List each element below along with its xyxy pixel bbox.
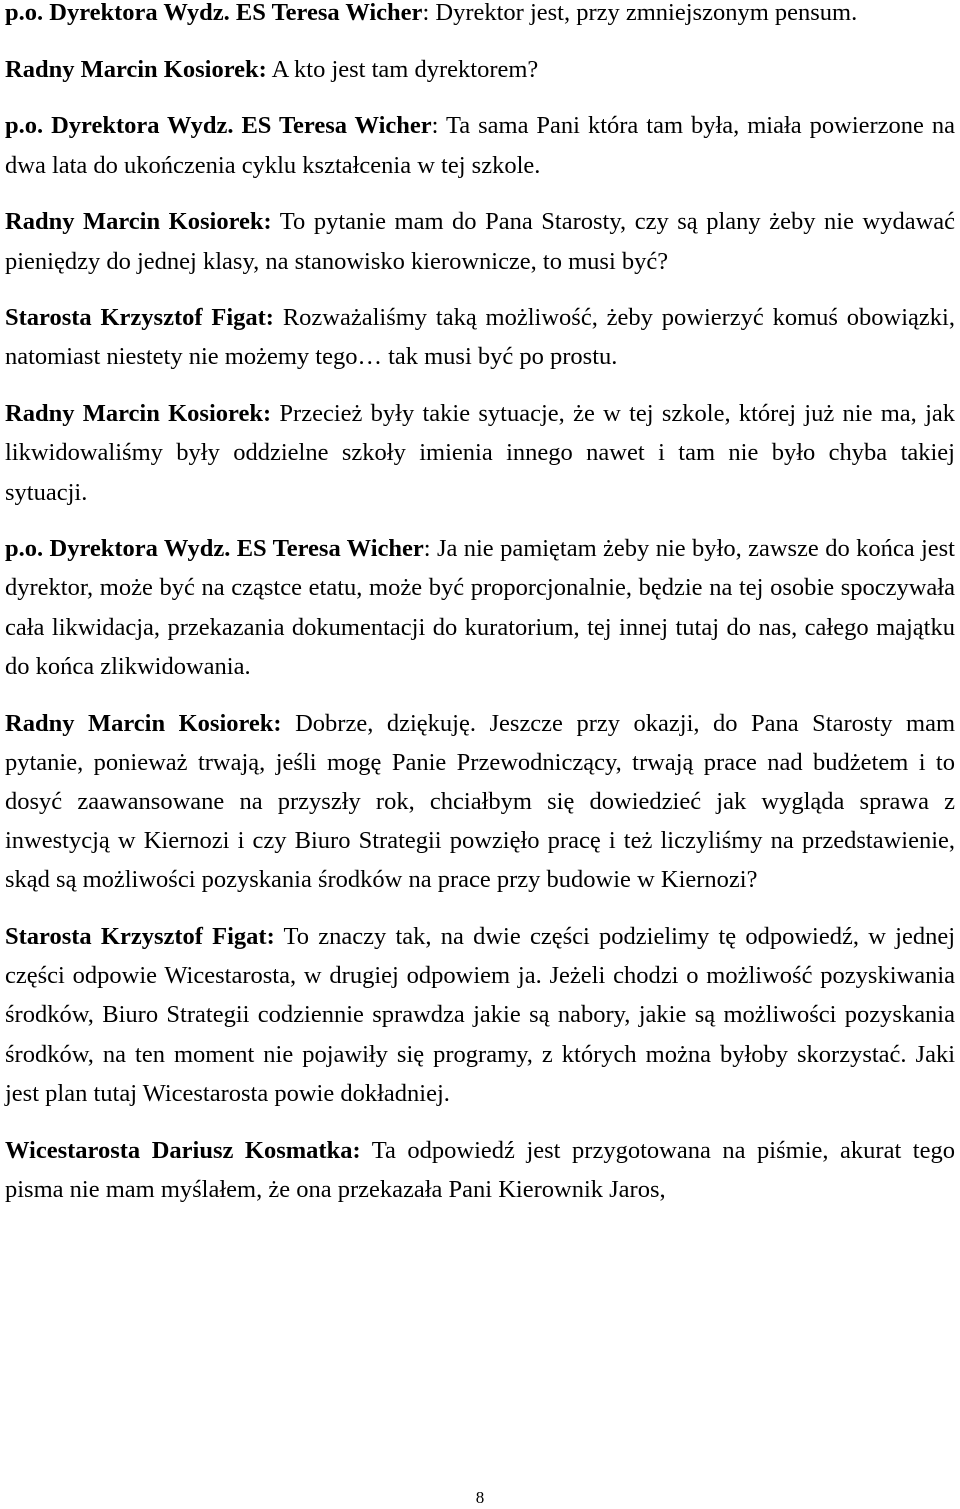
speaker-name: Radny Marcin Kosiorek: [5,400,272,428]
paragraph-text: Ja nie pamiętam żeby nie było, zawsze do końca jest dyrektor, może być na cząstce etatu, może być proporcjonalnie, będzie na tej osobie spoczywała cała likwidacja, przekazania dokumentacji do kuratorium, tej innej tutaj do nas, całego majątku do końca zlikwidowania. [5,535,955,680]
paragraph-1 [5,0,955,32]
paragraph-10 [5,1131,955,1209]
speaker-name: Radny Marcin Kosiorek: [5,55,267,83]
paragraph-text: To pytanie mam do Pana Starosty, czy są plany żeby nie wydawać pieniędzy do jednej klasy, na stanowisko kierownicze, to musi być? [5,208,956,275]
paragraph-5 [5,298,955,376]
paragraph-8 [5,704,955,900]
paragraph-3 [5,106,955,184]
paragraph-6 [5,394,955,512]
paragraph-text: A kto jest tam dyrektorem? [266,55,539,83]
speaker-name: p.o. Dyrektora Wydz. ES Teresa Wicher [5,0,423,26]
paragraph-text: Dyrektor jest, przy zmniejszonym pensum. [429,0,858,26]
page-number: 8 [475,1488,485,1507]
paragraph-text: Dobrze, dziękuję. Jeszcze przy okazji, do Pana Starosty mam pytanie, ponieważ trwają, jeśli mogę Panie Przewodniczący, trwają prace nad budżetem i to dosyć zaawansowane na przyszły rok, chciałbym się dowiedzieć jak wygląda sprawa z inwestycją w Kiernozi i czy Biuro Strategii powzięło pracę i też liczyliśmy na przedstawienie, skąd są możliwości pozyskania środków na prace przy budowie w Kiernozi? [5,709,956,894]
speaker-name: Radny Marcin Kosiorek: [5,208,272,236]
paragraph-7 [5,529,955,686]
speaker-name: Radny Marcin Kosiorek: [5,709,282,737]
speaker-separator: : [431,112,439,140]
paragraph-text: Przecież były takie sytuacje, że w tej szkole, której już nie ma, jak likwidowaliśmy były oddzielne szkoły imienia innego nawet i tam nie było chyba takiej sytuacji. [5,400,956,506]
speaker-name: Wicestarosta Dariusz Kosmatka: [5,1136,361,1164]
speaker-name: p.o. Dyrektora Wydz. ES Teresa Wicher [5,535,424,563]
paragraph-2 [5,50,955,89]
speaker-separator: : [423,535,431,563]
paragraph-text: Ta sama Pani która tam była, miała powierzone na dwa lata do ukończenia cyklu kształcenia w tej szkole. [5,112,956,179]
paragraph-text: Rozważaliśmy taką możliwość, żeby powierzyć komuś obowiązki, natomiast niestety nie możemy tego… tak musi być po prostu. [5,304,955,371]
speaker-separator: : [422,0,430,26]
paragraph-text: Ta odpowiedź jest przygotowana na piśmie, akurat tego pisma nie mam myślałem, że ona przekazała Pani Kierownik Jaros, [5,1136,955,1203]
paragraph-4 [5,202,955,280]
speaker-name: Starosta Krzysztof Figat: [5,304,274,332]
paragraph-9 [5,917,955,1113]
speaker-name: Starosta Krzysztof Figat: [5,923,275,951]
paragraph-text: To znaczy tak, na dwie części podzielimy tę odpowiedź, w jednej części odpowie Wicestarosta, w drugiej odpowiem ja. Jeżeli chodzi o możliwość pozyskiwania środków, Biuro Strategii codziennie sprawdza jakie są nabory, jakie są możliwości pozyskania środków, na ten moment nie pojawiły się programy, z których można byłoby skorzystać. Jaki jest plan tutaj Wicestarosta powie dokładniej. [5,923,955,1107]
speaker-name: p.o. Dyrektora Wydz. ES Teresa Wicher [5,112,432,140]
